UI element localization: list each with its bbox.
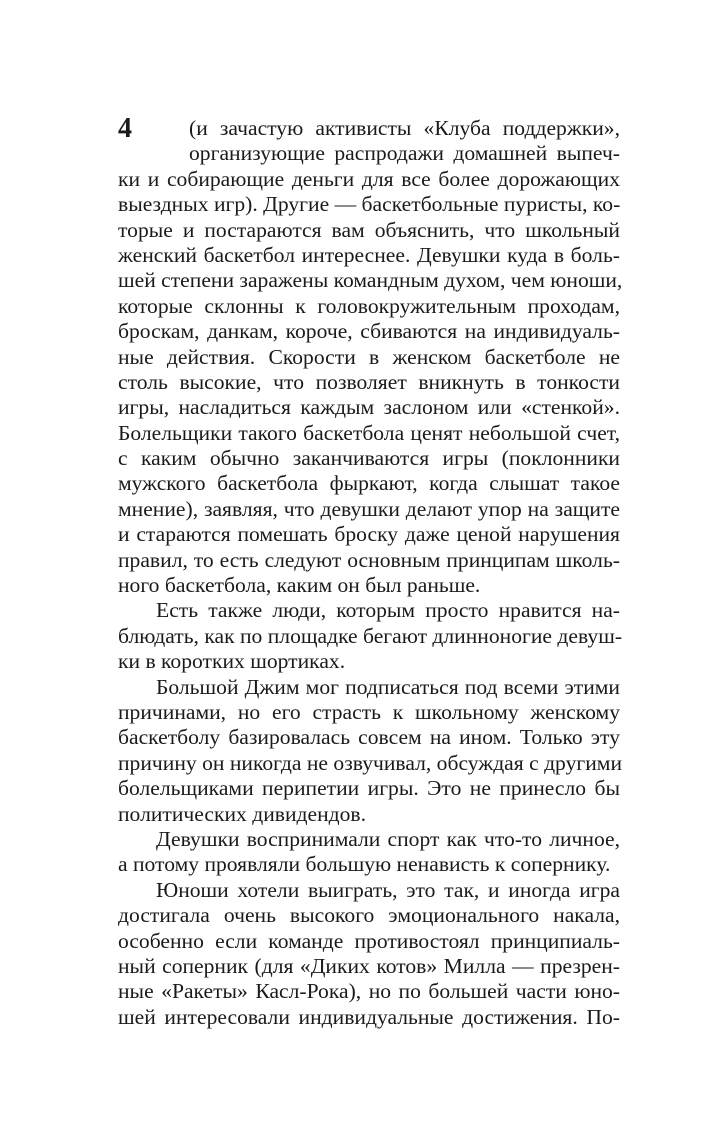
text-line: столь высокие, что позволяет вникнуть в тонкости xyxy=(118,369,620,394)
text-line: Есть также люди, которым просто нравится на- xyxy=(156,598,620,623)
text-line: торые и постараются вам объяснить, что школьный xyxy=(118,217,620,242)
text-line: женский баскетбол интереснее. Девушки куда в боль- xyxy=(118,242,620,267)
text-line: ки и собирающие деньги для все более дорожающих xyxy=(118,166,620,191)
text-line: которые склонны к головокружительным проходам, xyxy=(118,293,620,318)
text-line: а потому проявляли большую ненависть к сопернику. xyxy=(118,852,611,877)
text-line: мнение), заявляя, что девушки делают упор на защите xyxy=(118,496,620,521)
text-line: выездных игр). Другие — баскетбольные пуристы, ко- xyxy=(118,192,621,217)
text-line: (и зачастую активисты «Клуба поддержки», xyxy=(189,116,620,140)
body-text xyxy=(118,116,623,1030)
text-line: достигала очень высокого эмоционального накала, xyxy=(118,903,620,928)
text-line: ки в коротких шортиках. xyxy=(118,649,346,674)
text-line: политических дивидендов. xyxy=(118,801,367,826)
text-line: ные «Ракеты» Касл-Рока), но по большей части юно- xyxy=(118,979,620,1004)
text-line: ный соперник (для «Диких котов» Милла — презрен- xyxy=(118,953,620,978)
text-line: болельщиками перипетии игры. Это не принесло бы xyxy=(118,776,620,801)
text-line: Юноши хотели выиграть, это так, и иногда игра xyxy=(156,877,620,902)
text-line: блюдать, как по площадке бегают длинноногие девуш- xyxy=(118,623,623,648)
text-line: баскетболу базировалась совсем на ином. Только эту xyxy=(118,725,620,750)
text-line: Большой Джим мог подписаться под всеми этими xyxy=(156,674,620,699)
text-line: с каким обычно заканчиваются игры (поклонники xyxy=(118,446,620,471)
text-line: и стараются помешать броску даже ценой нарушения xyxy=(118,522,620,547)
text-line: причину он никогда не озвучивал, обсуждая с другими xyxy=(118,750,623,775)
text-line: Болельщики такого баскетбола ценят небольшой счет, xyxy=(118,420,620,445)
text-line: ные действия. Скорости в женском баскетболе не xyxy=(118,344,620,369)
text-line: Девушки воспринимали спорт как что-то личное, xyxy=(156,826,620,851)
text-line: ного баскетбола, каким он был раньше. xyxy=(118,573,481,598)
text-line: шей степени заражены командным духом, чем юноши, xyxy=(118,268,623,293)
text-line: особенно если команде противостоял принципиаль- xyxy=(118,928,620,953)
text-line: правил, то есть следуют основным принципам школь- xyxy=(118,547,620,572)
text-line: шей интересовали индивидуальные достижения. По- xyxy=(118,1004,620,1029)
text-line: игры, насладиться каждым заслоном или «стенкой». xyxy=(118,395,620,420)
page-number: 4 xyxy=(118,113,132,144)
text-line: причинами, но его страсть к школьному женскому xyxy=(118,699,620,724)
text-line: броскам, данкам, короче, сбиваются на индивидуаль- xyxy=(118,319,620,344)
text-line: организующие распродажи домашней выпеч- xyxy=(189,141,620,166)
text-line: мужского баскетбола фыркают, когда слышат такое xyxy=(118,471,620,496)
